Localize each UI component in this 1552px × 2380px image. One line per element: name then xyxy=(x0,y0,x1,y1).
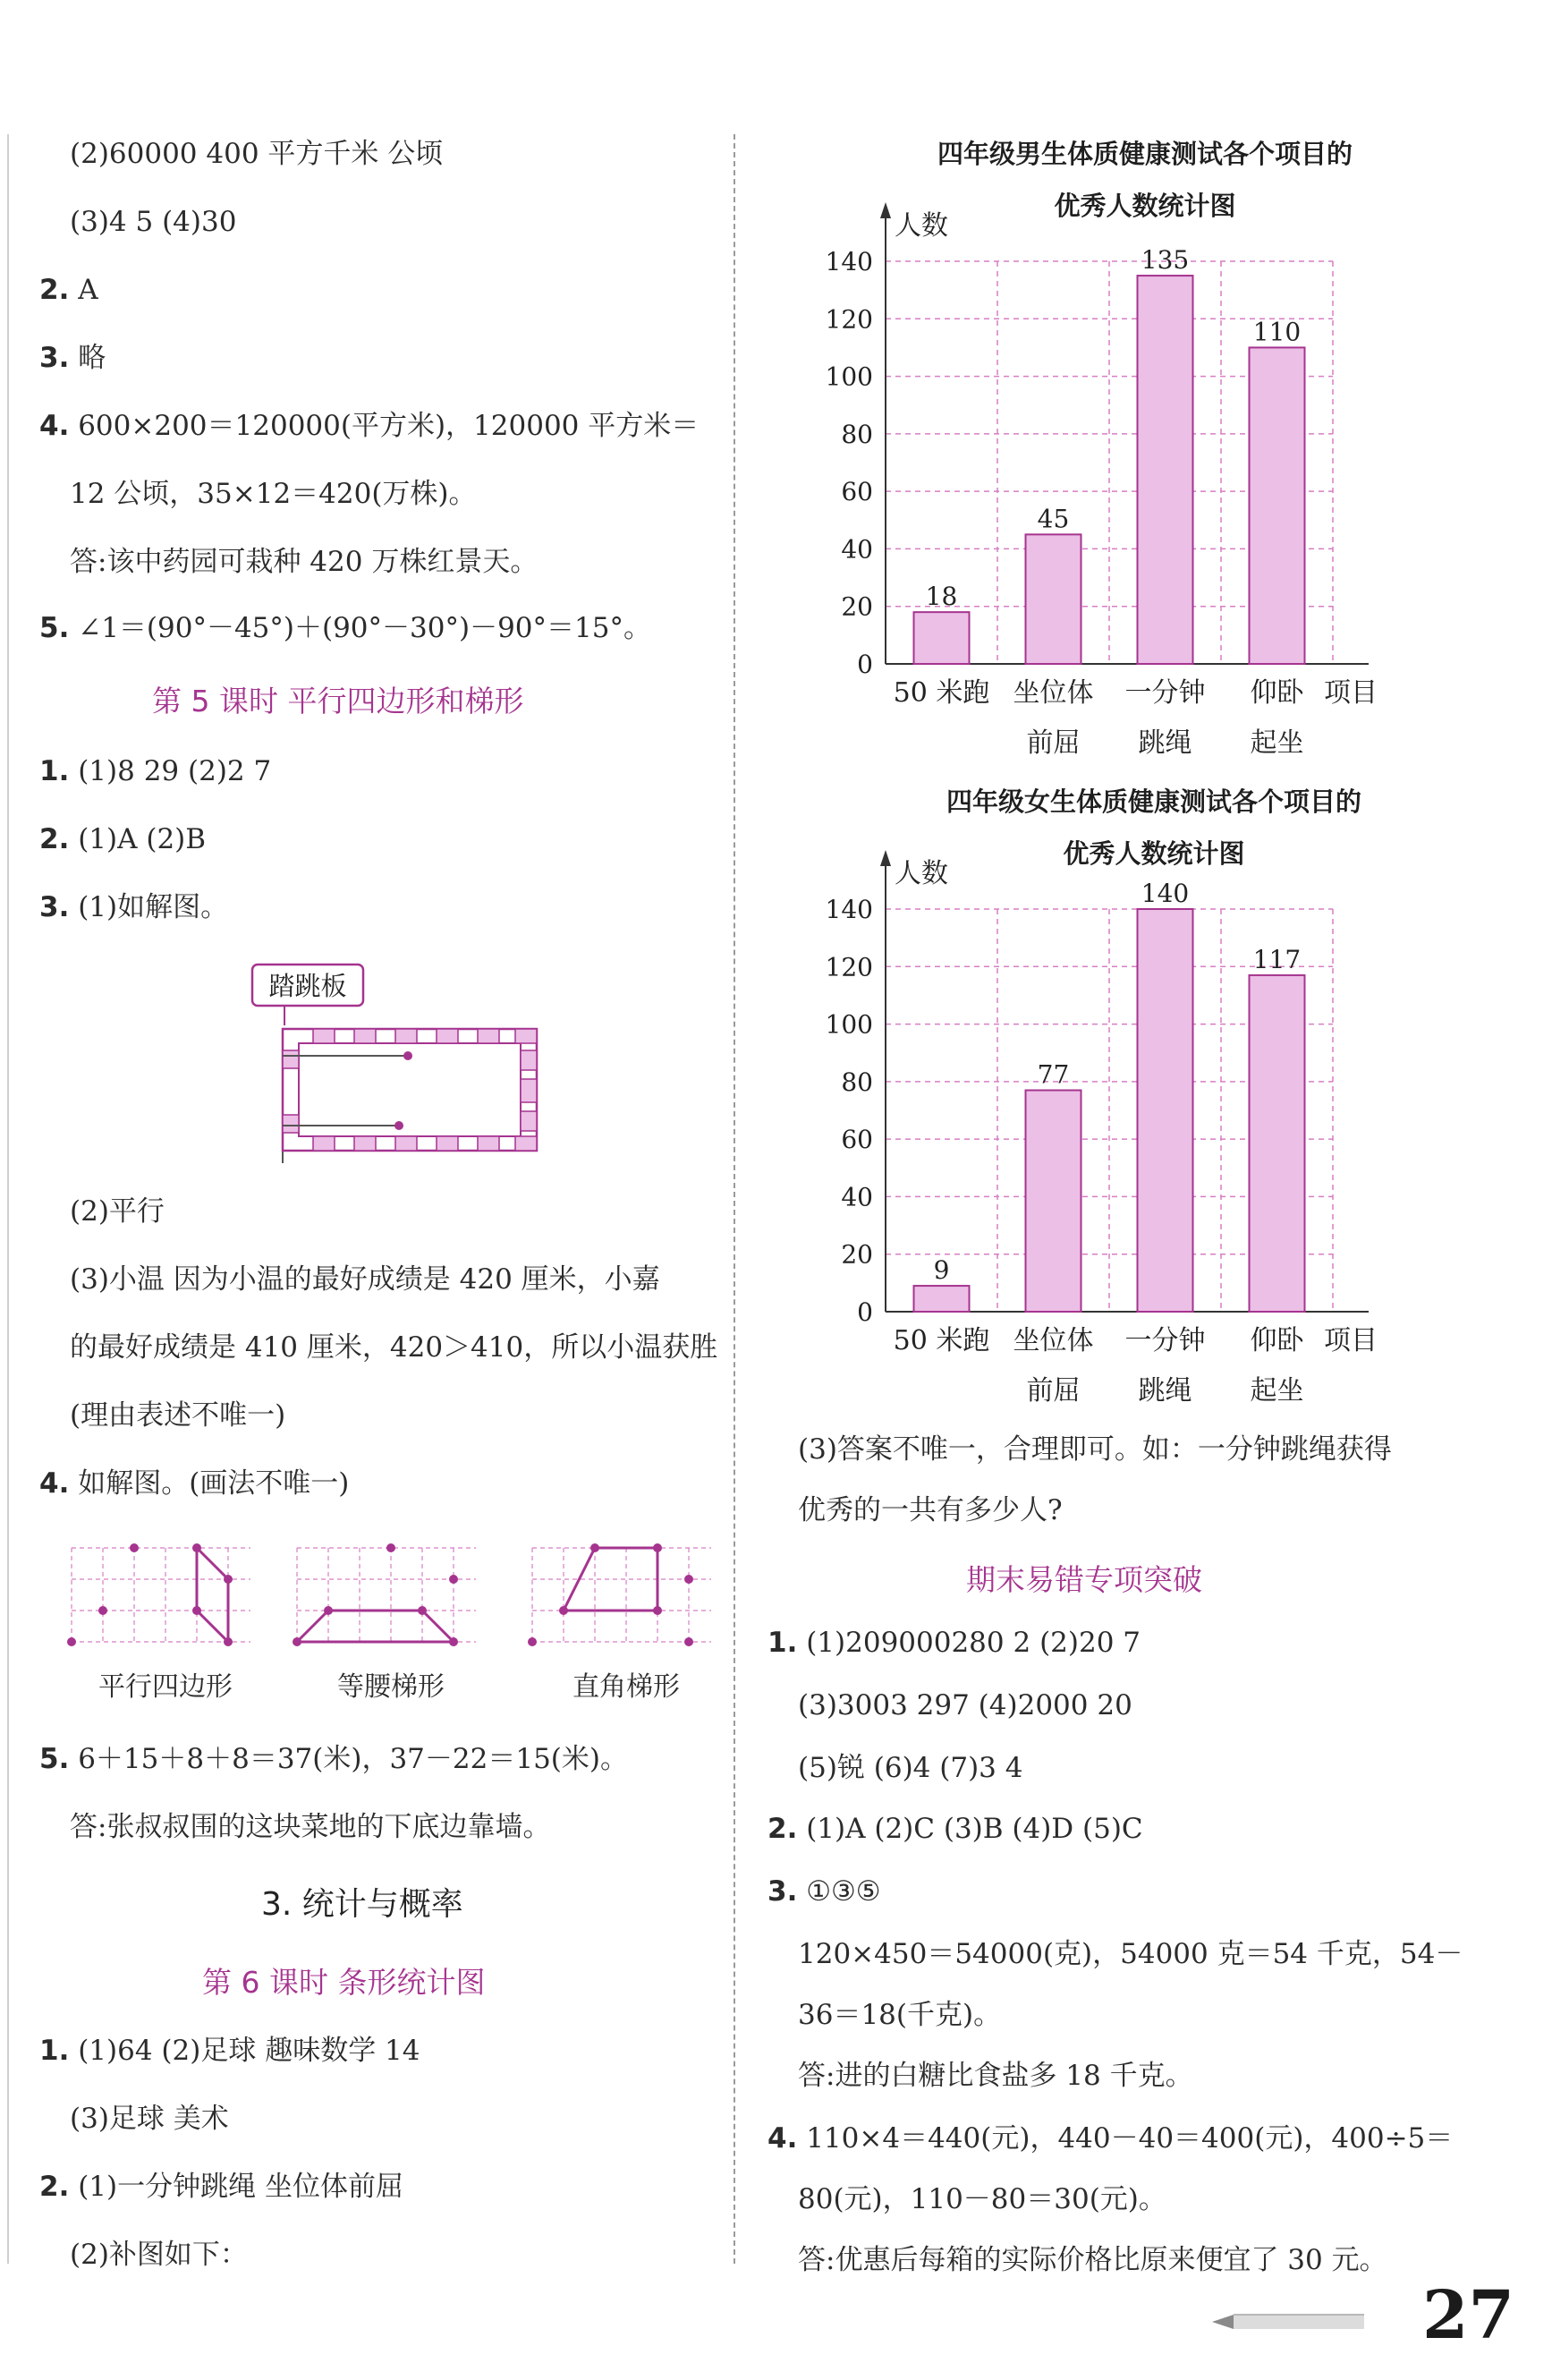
answer-item xyxy=(768,1625,1141,1661)
x-tick-label: 坐位体 xyxy=(1013,1325,1094,1356)
answer-line: 答:该中药园可栽种 420 万株红景天。 xyxy=(70,546,539,578)
answer-line: 120×450＝54000(克)，54000 克＝54 千克，54－ xyxy=(798,1938,1463,1970)
dot-grid-isosceles-trapezoid xyxy=(288,1539,485,1673)
answer-text: A xyxy=(69,274,98,306)
y-tick-label: 140 xyxy=(825,247,873,276)
answer-line: 12 公顷，35×12＝420(万株)。 xyxy=(70,478,477,510)
answer-item xyxy=(768,1811,1143,1847)
answer-text: 110×4＝440(元)，440－40＝400(元)，400÷5＝ xyxy=(797,2122,1454,2155)
item-number: 1. xyxy=(39,2035,70,2067)
y-tick-label: 80 xyxy=(841,1067,873,1097)
shape-caption: 平行四边形 xyxy=(98,1671,233,1703)
bar-value-label: 18 xyxy=(925,582,958,612)
answer-item xyxy=(39,408,699,444)
bar-value-label: 110 xyxy=(1252,317,1302,347)
y-axis-arrow-icon xyxy=(880,850,891,866)
answer-text: 略 xyxy=(69,342,106,374)
section-heading: 期末易错专项突破 xyxy=(966,1562,1202,1597)
y-tick-label: 80 xyxy=(841,419,873,449)
answer-text: (1)如解图。 xyxy=(69,891,229,923)
answer-text: ①③⑤ xyxy=(797,1875,881,1908)
boys-bar-chart xyxy=(805,199,1431,762)
item-number: 3. xyxy=(768,1875,798,1908)
answer-line: (2)60000 400 平方千米 公顷 xyxy=(70,138,444,170)
answer-line: (3)4 5 (4)30 xyxy=(70,206,237,238)
answer-line: 答:张叔叔围的这块菜地的下底边靠墙。 xyxy=(70,1811,551,1843)
answer-line: (5)锐 (6)4 (7)3 4 xyxy=(798,1752,1023,1784)
y-tick-label: 100 xyxy=(825,1009,873,1040)
y-axis-arrow-icon xyxy=(880,202,891,218)
jump-board-label: 踏跳板 xyxy=(268,971,347,1001)
item-number: 2. xyxy=(39,823,70,855)
answer-text: (1)64 (2)足球 趣味数学 14 xyxy=(69,2035,420,2067)
dot-grid-parallelogram xyxy=(63,1539,259,1673)
answer-line: 的最好成绩是 410 厘米，420＞410，所以小温获胜 xyxy=(70,1331,718,1364)
answer-line: (2)平行 xyxy=(70,1195,165,1228)
x-tick-label: 前屈 xyxy=(1026,1375,1081,1407)
answer-line: 答:进的白糖比食盐多 18 千克。 xyxy=(798,2060,1193,2092)
x-tick-label: 一分钟 xyxy=(1124,1325,1206,1356)
chart1-subtitle: 优秀人数统计图 xyxy=(1054,191,1236,221)
answer-item xyxy=(39,889,228,925)
answer-text: 如解图。(画法不唯一) xyxy=(69,1467,350,1500)
x-tick-label: 仰卧 xyxy=(1250,677,1304,709)
bar xyxy=(1250,975,1305,1312)
chart1-title: 四年级男生体质健康测试各个项目的 xyxy=(937,139,1353,169)
answer-line: 36＝18(千克)。 xyxy=(798,1999,1002,2031)
answer-item xyxy=(39,2033,420,2069)
item-number: 3. xyxy=(39,342,70,374)
y-tick-label: 20 xyxy=(841,591,873,622)
answer-text: (1)209000280 2 (2)20 7 xyxy=(797,1627,1141,1659)
y-tick-label: 60 xyxy=(841,477,873,507)
bar xyxy=(914,612,970,664)
item-number: 2. xyxy=(39,2171,70,2203)
answer-line: (3)3003 297 (4)2000 20 xyxy=(798,1689,1132,1721)
answer-text: (1)8 29 (2)2 7 xyxy=(69,755,272,787)
item-number: 4. xyxy=(39,410,70,442)
jump-board-figure xyxy=(242,957,546,1165)
bar xyxy=(1250,347,1305,664)
y-tick-label: 100 xyxy=(825,361,873,392)
x-tick-label: 仰卧 xyxy=(1250,1325,1304,1356)
y-tick-label: 60 xyxy=(841,1125,873,1155)
item-number: 3. xyxy=(39,891,70,923)
point-dot xyxy=(394,1121,403,1130)
answer-item xyxy=(39,1741,628,1777)
answer-item xyxy=(39,1466,349,1501)
answer-item xyxy=(39,272,98,308)
x-tick-label: 跳绳 xyxy=(1138,1375,1192,1407)
column-divider xyxy=(734,134,735,2264)
item-number: 4. xyxy=(768,2122,798,2155)
answer-item xyxy=(39,753,271,789)
shape-caption: 直角梯形 xyxy=(572,1671,680,1703)
x-tick-label: 一分钟 xyxy=(1124,677,1206,709)
answer-text: (1)一分钟跳绳 坐位体前屈 xyxy=(69,2171,403,2203)
answer-item xyxy=(39,340,106,376)
bar xyxy=(914,1286,970,1312)
left-margin-line xyxy=(7,134,9,2264)
bar xyxy=(1138,909,1193,1312)
girls-bar-chart xyxy=(805,846,1431,1410)
answer-line: 优秀的一共有多少人? xyxy=(798,1494,1063,1526)
bar-value-label: 117 xyxy=(1252,944,1302,974)
y-axis-label: 人数 xyxy=(895,858,948,889)
y-tick-label: 40 xyxy=(841,534,873,565)
answer-item xyxy=(39,610,651,646)
bar xyxy=(1026,1091,1081,1313)
lesson-heading: 第 5 课时 平行四边形和梯形 xyxy=(152,684,524,718)
answer-text: 6＋15＋8＋8＝37(米)，37－22＝15(米)。 xyxy=(69,1743,628,1775)
bar xyxy=(1138,276,1193,664)
answer-item xyxy=(39,821,206,857)
x-tick-label: 50 米跑 xyxy=(893,677,990,709)
unit-heading: 3. 统计与概率 xyxy=(261,1886,463,1923)
x-tick-label: 坐位体 xyxy=(1013,677,1094,709)
page-number: 27 xyxy=(1422,2277,1514,2354)
answer-text: ∠1＝(90°－45°)＋(90°－30°)－90°＝15°。 xyxy=(69,612,651,644)
answer-item xyxy=(768,2121,1453,2156)
x-tick-label: 起坐 xyxy=(1250,727,1304,759)
y-tick-label: 0 xyxy=(857,650,873,679)
answer-line: (3)小温 因为小温的最好成绩是 420 厘米，小嘉 xyxy=(70,1263,660,1296)
answer-text: (1)A (2)B xyxy=(69,823,207,855)
x-tick-label: 跳绳 xyxy=(1138,727,1192,759)
point-dot xyxy=(403,1051,412,1060)
answer-line: 答:优惠后每箱的实际价格比原来便宜了 30 元。 xyxy=(798,2244,1387,2276)
answer-line: (3)足球 美术 xyxy=(70,2103,229,2135)
answer-line: (理由表述不唯一) xyxy=(70,1399,286,1432)
x-axis-label: 项目 xyxy=(1324,1325,1378,1356)
y-tick-label: 120 xyxy=(825,304,873,335)
x-tick-label: 起坐 xyxy=(1250,1375,1304,1407)
pencil-decoration-icon xyxy=(1212,2304,1373,2340)
bar-value-label: 140 xyxy=(1141,879,1190,908)
y-tick-label: 0 xyxy=(857,1297,873,1327)
y-tick-label: 120 xyxy=(825,952,873,982)
y-axis-label: 人数 xyxy=(895,210,948,242)
item-number: 5. xyxy=(39,612,70,644)
answer-line: (3)答案不唯一，合理即可。如：一分钟跳绳获得 xyxy=(798,1433,1392,1466)
bar xyxy=(1026,534,1081,664)
bar-value-label: 45 xyxy=(1037,504,1070,534)
chart2-title: 四年级女生体质健康测试各个项目的 xyxy=(946,786,1361,817)
answer-text: 600×200＝120000(平方米)，120000 平方米＝ xyxy=(69,410,700,442)
item-number: 1. xyxy=(39,755,70,787)
answer-item xyxy=(39,2169,403,2205)
x-tick-label: 50 米跑 xyxy=(893,1325,990,1356)
x-tick-label: 前屈 xyxy=(1026,727,1081,759)
answer-line: 80(元)，110－80＝30(元)。 xyxy=(798,2183,1166,2215)
item-number: 1. xyxy=(768,1627,798,1659)
answer-item xyxy=(768,1874,881,1909)
lesson-heading: 第 6 课时 条形统计图 xyxy=(202,1965,486,2000)
dot-grid-right-trapezoid xyxy=(523,1539,720,1673)
y-tick-label: 140 xyxy=(825,895,873,924)
y-tick-label: 20 xyxy=(841,1239,873,1270)
answer-text: (1)A (2)C (3)B (4)D (5)C xyxy=(797,1813,1143,1845)
y-tick-label: 40 xyxy=(841,1182,873,1212)
item-number: 4. xyxy=(39,1467,70,1500)
shape-caption: 等腰梯形 xyxy=(337,1671,445,1703)
item-number: 2. xyxy=(39,274,70,306)
item-number: 2. xyxy=(768,1813,798,1845)
bar-value-label: 77 xyxy=(1037,1059,1070,1090)
chart2-subtitle: 优秀人数统计图 xyxy=(1063,838,1245,869)
x-axis-label: 项目 xyxy=(1324,677,1378,709)
item-number: 5. xyxy=(39,1743,70,1775)
bar-value-label: 9 xyxy=(933,1255,950,1286)
answer-line: (2)补图如下： xyxy=(70,2239,248,2271)
bar-value-label: 135 xyxy=(1141,245,1190,276)
